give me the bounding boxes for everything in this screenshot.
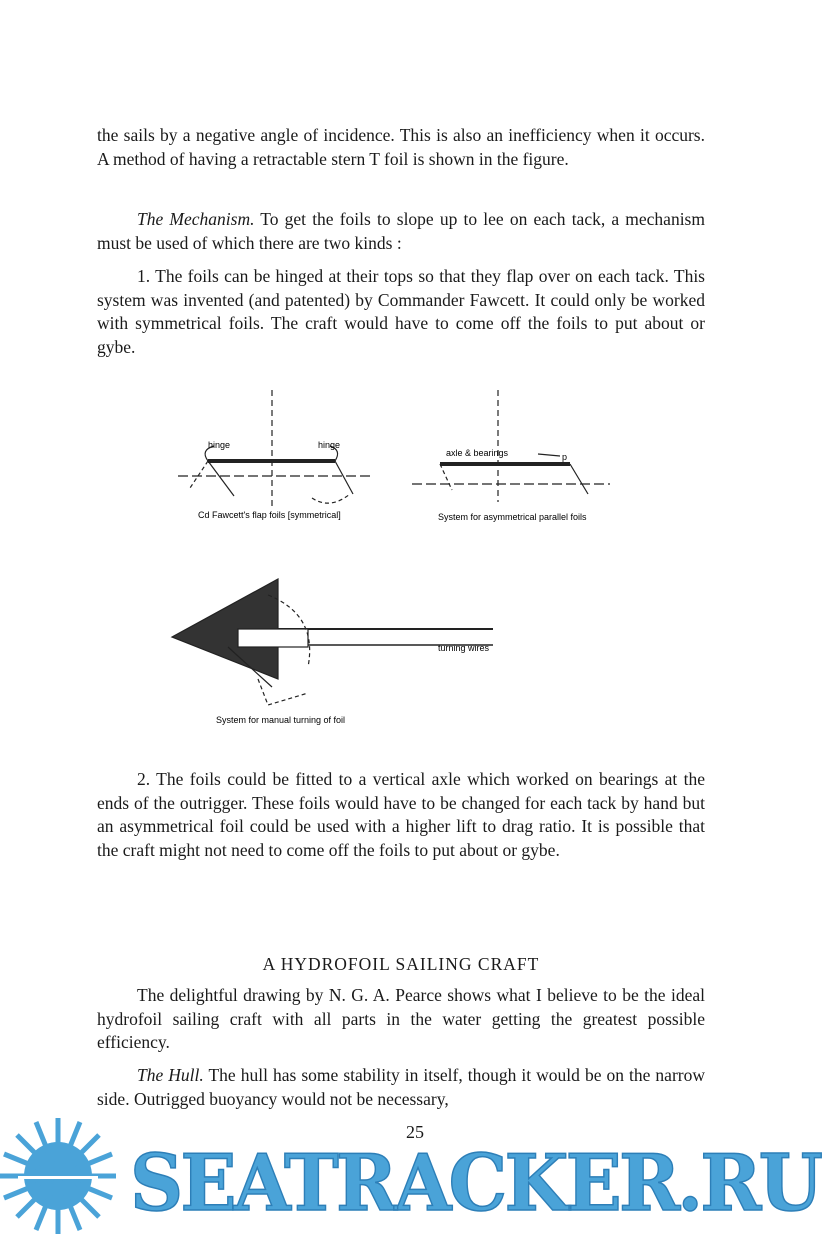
wires-label: turning wires [438,643,490,653]
hull-lead: The Hull. [137,1065,204,1085]
mechanism-lead: The Mechanism. [137,209,255,229]
hull-text: The hull has some stability in itself, though it would be on the narrow side. Outrigged buoyancy would not be necessary, [97,1065,705,1109]
hinge-right-label: hinge [318,440,341,450]
fig2-caption: System for asymmetrical parallel foils [438,512,587,522]
paragraph-item-2: 2. The foils could be fitted to a vertical axle which worked on bearings at the ends of the outrigger. These foils would have to be changed for each tack by hand but an asymmetrical foil could be used with a higher lift to drag ratio. It is possible that the craft might not need to come off the foils to put about or gybe. [97,769,705,860]
figure-parallel-foils [410,386,638,530]
axle-label: axle & bearings [446,448,509,458]
watermark [0,1110,830,1239]
watermark-text: SEATRACKER.RU [130,1138,822,1229]
paragraph-mechanism [97,208,705,255]
section-heading: A HYDROFOIL SAILING CRAFT [262,954,540,974]
figure-flap-foils [170,388,410,528]
mechanism-text: To get the foils to slope up to lee on each tack, a mechanism must be used of which there are two kinds : [97,209,705,253]
paragraph-item-1: 1. The foils can be hinged at their tops so that they flap over on each tack. This system was invented (and patented) by Commander Fawcett. It could only be worked with symmetrical foils. The craft would have to come off the foils to put about or gybe. [97,266,705,357]
page-number: 25 [406,1122,424,1142]
paragraph-hull [97,1064,705,1111]
fig1-caption: Cd Fawcett's flap foils [symmetrical] [198,510,341,520]
p-label: p [562,452,568,462]
figure-manual-turning [168,575,503,730]
paragraph-hydrofoil: The delightful drawing by N. G. A. Pearce shows what I believe to be the ideal hydrofoil sailing craft with all parts in the water getting the greatest possible efficiency. [97,985,705,1053]
fig3-caption: System for manual turning of foil [216,715,346,725]
hinge-left-label: hinge [208,440,231,450]
sun-logo-icon [0,1118,116,1234]
paragraph-1: the sails by a negative angle of incidence. This is also an inefficiency when it occurs. A method of having a retractable stern T foil is shown in the figure. [97,125,705,169]
